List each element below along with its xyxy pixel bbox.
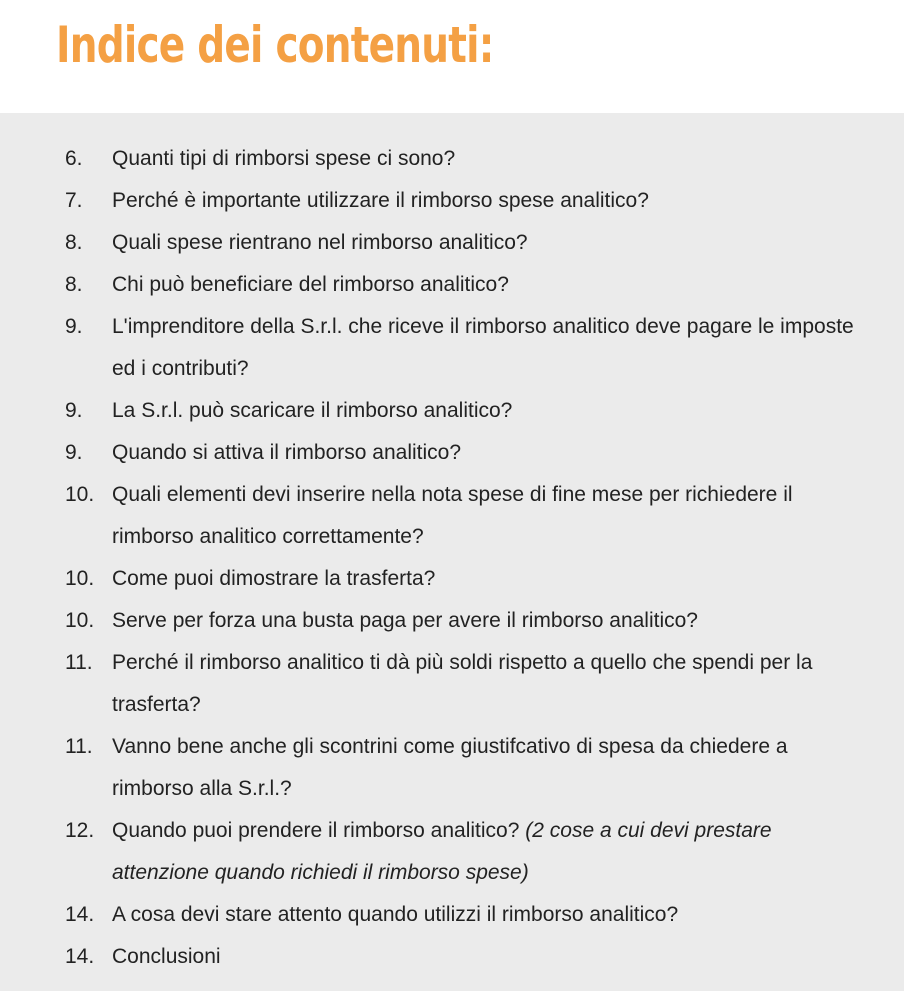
toc-item-number: 6. bbox=[65, 147, 83, 170]
toc-item-note: (2 cose a cui devi prestare attenzione quando richiedi il rimborso spese) bbox=[112, 819, 772, 884]
toc-item-label: Perché il rimborso analitico ti dà più soldi rispetto a quello che spendi per la trasferta? bbox=[112, 651, 813, 716]
toc-item-text bbox=[112, 222, 864, 264]
toc-item-label: Conclusioni bbox=[112, 945, 221, 968]
toc-item-label: Come puoi dimostrare la trasferta? bbox=[112, 567, 436, 590]
toc-item-number: 10. bbox=[65, 567, 95, 590]
toc-item-text bbox=[112, 600, 864, 642]
toc-item-number: 14. bbox=[65, 945, 95, 968]
toc-item-number: 10. bbox=[65, 483, 95, 506]
toc-item-label: Perché è importante utilizzare il rimborso spese analitico? bbox=[112, 189, 649, 212]
toc-item-number: 9. bbox=[65, 315, 83, 338]
toc-item-number: 12. bbox=[65, 819, 95, 842]
toc-panel bbox=[0, 113, 904, 991]
toc-item[interactable] bbox=[0, 726, 904, 810]
toc-item-number: 9. bbox=[65, 399, 83, 422]
toc-item-number: 8. bbox=[65, 273, 83, 296]
toc-item-label: Vanno bene anche gli scontrini come giustifcativo di spesa da chiedere a rimborso alla S.r.l.? bbox=[112, 735, 788, 800]
toc-item[interactable] bbox=[0, 138, 904, 180]
toc-item-label: Chi può beneficiare del rimborso analitico? bbox=[112, 273, 509, 296]
toc-item[interactable] bbox=[0, 222, 904, 264]
toc-list bbox=[0, 113, 904, 978]
toc-item-number: 7. bbox=[65, 189, 83, 212]
toc-item-label: La S.r.l. può scaricare il rimborso analitico? bbox=[112, 399, 513, 422]
toc-item-text bbox=[112, 390, 864, 432]
toc-item-text bbox=[112, 306, 864, 390]
toc-item[interactable] bbox=[0, 810, 904, 894]
toc-item[interactable] bbox=[0, 432, 904, 474]
toc-item-label: L'imprenditore della S.r.l. che riceve il rimborso analitico deve pagare le imposte ed i contributi? bbox=[112, 315, 854, 380]
toc-item-number: 9. bbox=[65, 441, 83, 464]
toc-item-label: Quanti tipi di rimborsi spese ci sono? bbox=[112, 147, 456, 170]
toc-item-text bbox=[112, 726, 864, 810]
toc-item-label: Quali spese rientrano nel rimborso analitico? bbox=[112, 231, 528, 254]
toc-item-text bbox=[112, 432, 864, 474]
toc-item[interactable] bbox=[0, 390, 904, 432]
toc-item-text bbox=[112, 936, 864, 978]
toc-item[interactable] bbox=[0, 180, 904, 222]
toc-item-number: 11. bbox=[65, 651, 93, 674]
toc-item-number: 14. bbox=[65, 903, 95, 926]
toc-item-label: A cosa devi stare attento quando utilizzi il rimborso analitico? bbox=[112, 903, 679, 926]
toc-item[interactable] bbox=[0, 936, 904, 978]
toc-item-label: Quando si attiva il rimborso analitico? bbox=[112, 441, 462, 464]
toc-item-label: Quali elementi devi inserire nella nota spese di fine mese per richiedere il rimborso analitico correttamente? bbox=[112, 483, 793, 548]
header bbox=[0, 0, 904, 113]
toc-item[interactable] bbox=[0, 642, 904, 726]
toc-item-number: 11. bbox=[65, 735, 93, 758]
toc-item-text bbox=[112, 180, 864, 222]
toc-item[interactable] bbox=[0, 264, 904, 306]
toc-item-text bbox=[112, 642, 864, 726]
toc-item-number: 10. bbox=[65, 609, 95, 632]
toc-item-text bbox=[112, 558, 864, 600]
toc-item-number: 8. bbox=[65, 231, 83, 254]
toc-item-text bbox=[112, 264, 864, 306]
toc-item[interactable] bbox=[0, 894, 904, 936]
toc-item[interactable] bbox=[0, 558, 904, 600]
toc-item-label: Quando puoi prendere il rimborso analitico? bbox=[112, 819, 520, 842]
toc-item-text bbox=[112, 474, 864, 558]
toc-item[interactable] bbox=[0, 306, 904, 390]
toc-item[interactable] bbox=[0, 600, 904, 642]
toc-item-text bbox=[112, 138, 864, 180]
page-title: Indice dei contenuti: bbox=[56, 16, 494, 74]
toc-item-text bbox=[112, 894, 864, 936]
toc-item-text bbox=[112, 810, 864, 894]
toc-item[interactable] bbox=[0, 474, 904, 558]
toc-item-label: Serve per forza una busta paga per avere il rimborso analitico? bbox=[112, 609, 698, 632]
